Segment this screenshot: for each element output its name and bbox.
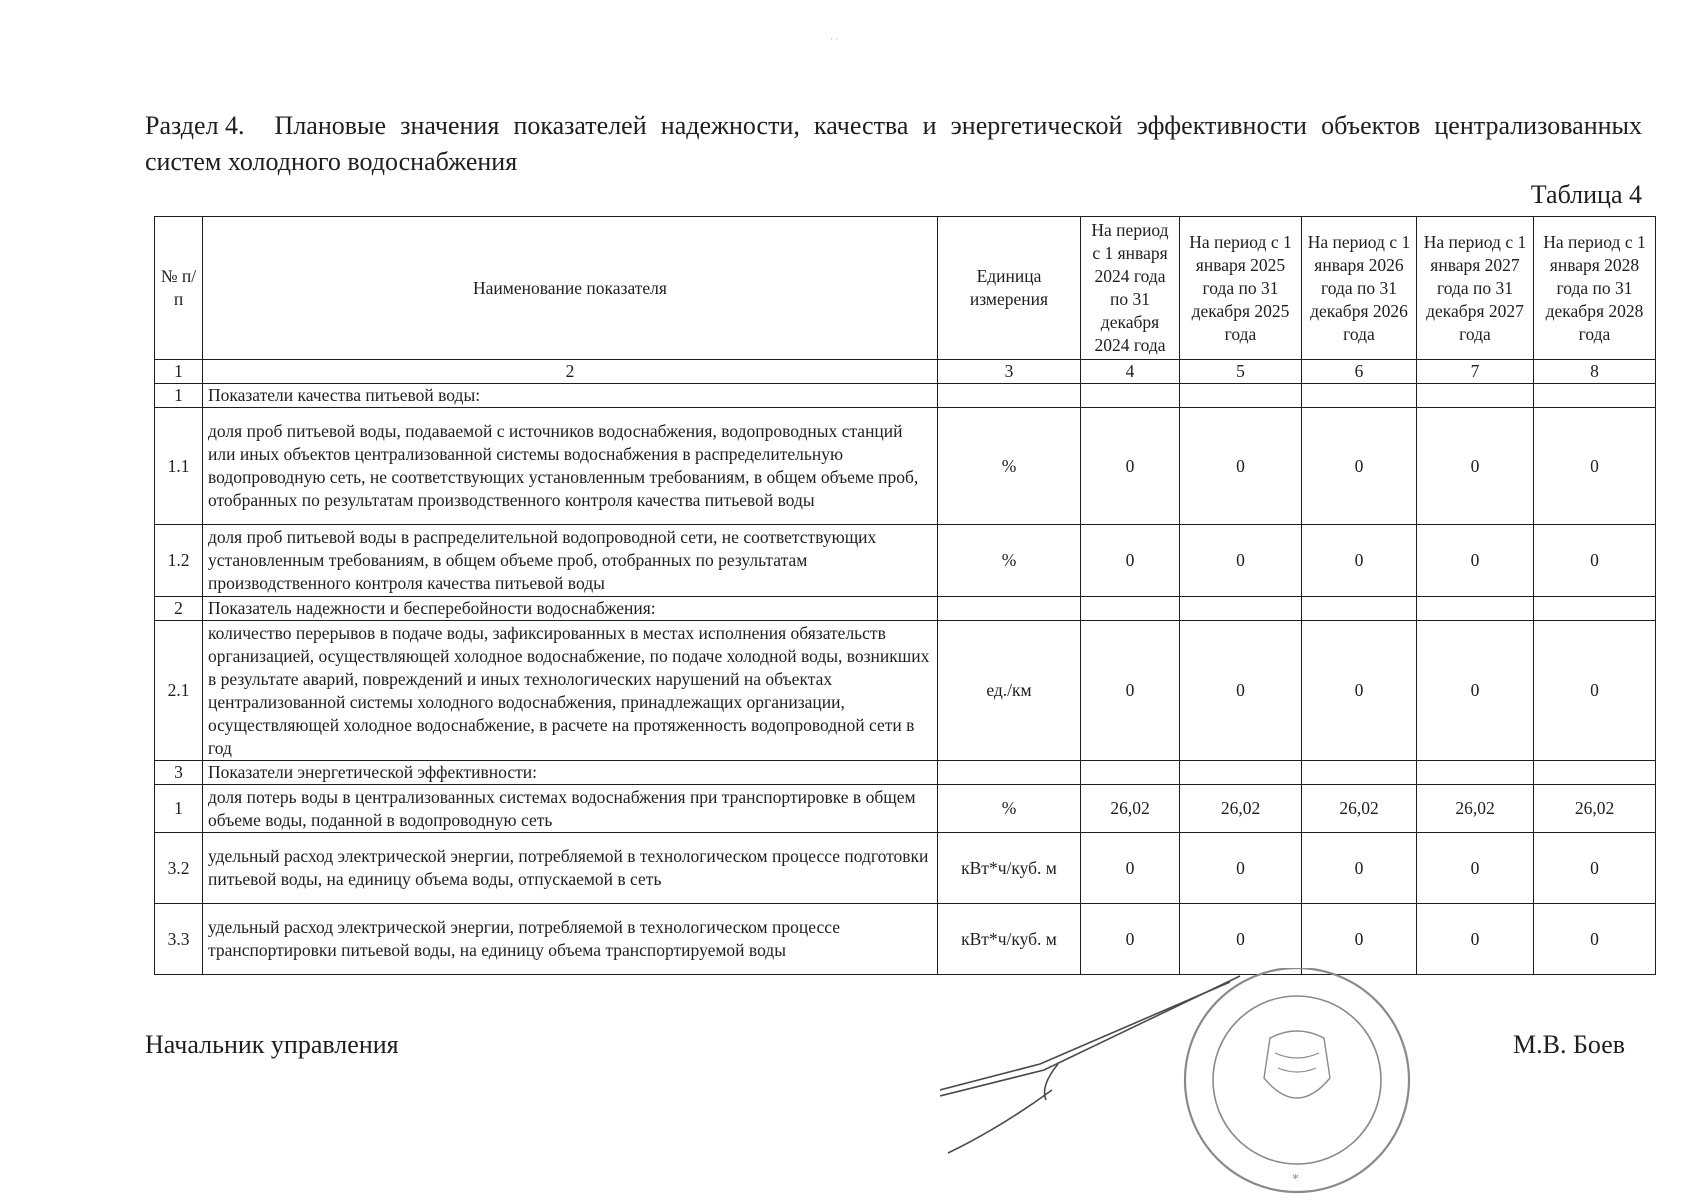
header-name: Наименование показателя (203, 217, 938, 360)
table-row (155, 785, 1656, 833)
row-value: 0 (1417, 525, 1534, 597)
row-value: 0 (1534, 621, 1656, 761)
table-row (155, 384, 1656, 408)
header-period-2028: На период с 1 января 2028 года по 31 декабря 2028 года (1534, 217, 1656, 360)
row-name: Показатель надежности и бесперебойности водоснабжения: (203, 597, 938, 621)
row-value: 0 (1534, 525, 1656, 597)
row-unit: кВт*ч/куб. м (938, 904, 1081, 975)
row-value (1534, 597, 1656, 621)
row-value: 0 (1302, 904, 1417, 975)
row-value (1417, 384, 1534, 408)
row-value: 0 (1417, 904, 1534, 975)
row-num: 1 (155, 785, 203, 833)
row-value: 26,02 (1534, 785, 1656, 833)
section-label: Раздел 4. (145, 111, 245, 140)
row-unit (938, 597, 1081, 621)
row-value: 26,02 (1302, 785, 1417, 833)
row-value (1180, 384, 1302, 408)
row-value: 0 (1417, 408, 1534, 525)
row-value: 0 (1180, 408, 1302, 525)
header-row (155, 217, 1656, 360)
row-name: Показатели качества питьевой воды: (203, 384, 938, 408)
signer-name: М.В. Боев (1513, 1030, 1626, 1059)
row-num: 1.1 (155, 408, 203, 525)
row-value: 0 (1081, 525, 1180, 597)
row-value: 0 (1417, 833, 1534, 904)
table-row (155, 904, 1656, 975)
row-value: 0 (1534, 833, 1656, 904)
row-value: 0 (1417, 621, 1534, 761)
row-value (1180, 597, 1302, 621)
row-value (1417, 597, 1534, 621)
row-value: 0 (1180, 833, 1302, 904)
column-number: 1 (155, 360, 203, 384)
row-value: 26,02 (1417, 785, 1534, 833)
header-num: № п/ п (155, 217, 203, 360)
table-row (155, 761, 1656, 785)
row-value (1180, 761, 1302, 785)
row-name: Показатели энергетической эффективности: (203, 761, 938, 785)
header-period-2027: На период с 1 января 2027 года по 31 декабря 2027 года (1417, 217, 1534, 360)
row-value: 0 (1302, 833, 1417, 904)
row-unit (938, 384, 1081, 408)
table-row (155, 621, 1656, 761)
indicators-table (154, 216, 1656, 975)
section-title: Плановые значения показателей надежности, качества и энергетической эффективности объектов централизованных систем холодного водоснабжения (145, 111, 1642, 176)
header-unit: Единица измерения (938, 217, 1081, 360)
row-value: 0 (1534, 904, 1656, 975)
column-number: 4 (1081, 360, 1180, 384)
row-value: 26,02 (1081, 785, 1180, 833)
row-num: 1.2 (155, 525, 203, 597)
row-name: количество перерывов в подаче воды, зафиксированных в местах исполнения обязательств организацией, осуществляющей холодное водоснабжение, по подаче холодной воды, возникших в результате аварий, повреждений и иных технологических нарушений на объектах централизованной системы холодного водоснабжения, принадлежащих организации, осуществляющей холодное водоснабжение, в расчете на протяженность водопроводной сети в год (203, 621, 938, 761)
row-value (1302, 384, 1417, 408)
column-number: 7 (1417, 360, 1534, 384)
row-value (1302, 761, 1417, 785)
section-heading (145, 108, 1642, 180)
row-value: 0 (1534, 408, 1656, 525)
row-unit: % (938, 525, 1081, 597)
row-value (1302, 597, 1417, 621)
row-value (1534, 761, 1656, 785)
row-num: 1 (155, 384, 203, 408)
row-num: 2 (155, 597, 203, 621)
row-value (1081, 761, 1180, 785)
header-period-2026: На период с 1 января 2026 года по 31 декабря 2026 года (1302, 217, 1417, 360)
column-number: 2 (203, 360, 938, 384)
row-name: доля потерь воды в централизованных системах водоснабжения при транспортировке в общем объеме воды, поданной в водопроводную сеть (203, 785, 938, 833)
signer-position: Начальник управления (145, 1030, 399, 1059)
table-label: Таблица 4 (1530, 180, 1642, 209)
column-number-row (155, 360, 1656, 384)
row-value: 0 (1081, 904, 1180, 975)
row-name: доля проб питьевой воды в распределительной водопроводной сети, не соответствующих установленным требованиям, в общем объеме проб, отобранных по результатам производственного контроля качества питьевой воды (203, 525, 938, 597)
header-period-2025: На период с 1 января 2025 года по 31 декабря 2025 года (1180, 217, 1302, 360)
row-value: 0 (1180, 904, 1302, 975)
row-num: 3 (155, 761, 203, 785)
row-num: 2.1 (155, 621, 203, 761)
row-value: 0 (1081, 833, 1180, 904)
header-period-2024: На период с 1 января 2024 года по 31 декабря 2024 года (1081, 217, 1180, 360)
row-unit: кВт*ч/куб. м (938, 833, 1081, 904)
row-value: 0 (1302, 621, 1417, 761)
row-value: 0 (1081, 621, 1180, 761)
official-stamp (1185, 968, 1409, 1192)
row-value: 26,02 (1180, 785, 1302, 833)
row-value (1081, 597, 1180, 621)
signature-and-stamp (940, 968, 1440, 1198)
row-unit: ед./км (938, 621, 1081, 761)
row-name: удельный расход электрической энергии, потребляемой в технологическом процессе подготовки питьевой воды, на единицу объема воды, отпускаемой в сеть (203, 833, 938, 904)
row-unit: % (938, 785, 1081, 833)
row-value (1081, 384, 1180, 408)
row-num: 3.3 (155, 904, 203, 975)
scan-mark: · · (830, 34, 839, 44)
row-value: 0 (1302, 408, 1417, 525)
column-number: 3 (938, 360, 1081, 384)
row-value: 0 (1302, 525, 1417, 597)
row-name: удельный расход электрической энергии, потребляемой в технологическом процессе транспортировки питьевой воды, на единицу объема транспортируемой воды (203, 904, 938, 975)
column-number: 5 (1180, 360, 1302, 384)
column-number: 6 (1302, 360, 1417, 384)
row-value (1417, 761, 1534, 785)
row-value: 0 (1081, 408, 1180, 525)
row-unit (938, 761, 1081, 785)
table-row (155, 833, 1656, 904)
table-row (155, 597, 1656, 621)
row-name: доля проб питьевой воды, подаваемой с источников водоснабжения, водопроводных станций или иных объектов централизованной системы водоснабжения в распределительную водопроводную сеть, не соответствующих установленным требованиям, в общем объеме проб, отобранных по результатам производственного контроля качества питьевой воды (203, 408, 938, 525)
row-value: 0 (1180, 525, 1302, 597)
row-value: 0 (1180, 621, 1302, 761)
row-value (1534, 384, 1656, 408)
row-unit: % (938, 408, 1081, 525)
row-num: 3.2 (155, 833, 203, 904)
column-number: 8 (1534, 360, 1656, 384)
svg-text:*: * (1292, 1172, 1299, 1187)
table-row (155, 525, 1656, 597)
table-row (155, 408, 1656, 525)
